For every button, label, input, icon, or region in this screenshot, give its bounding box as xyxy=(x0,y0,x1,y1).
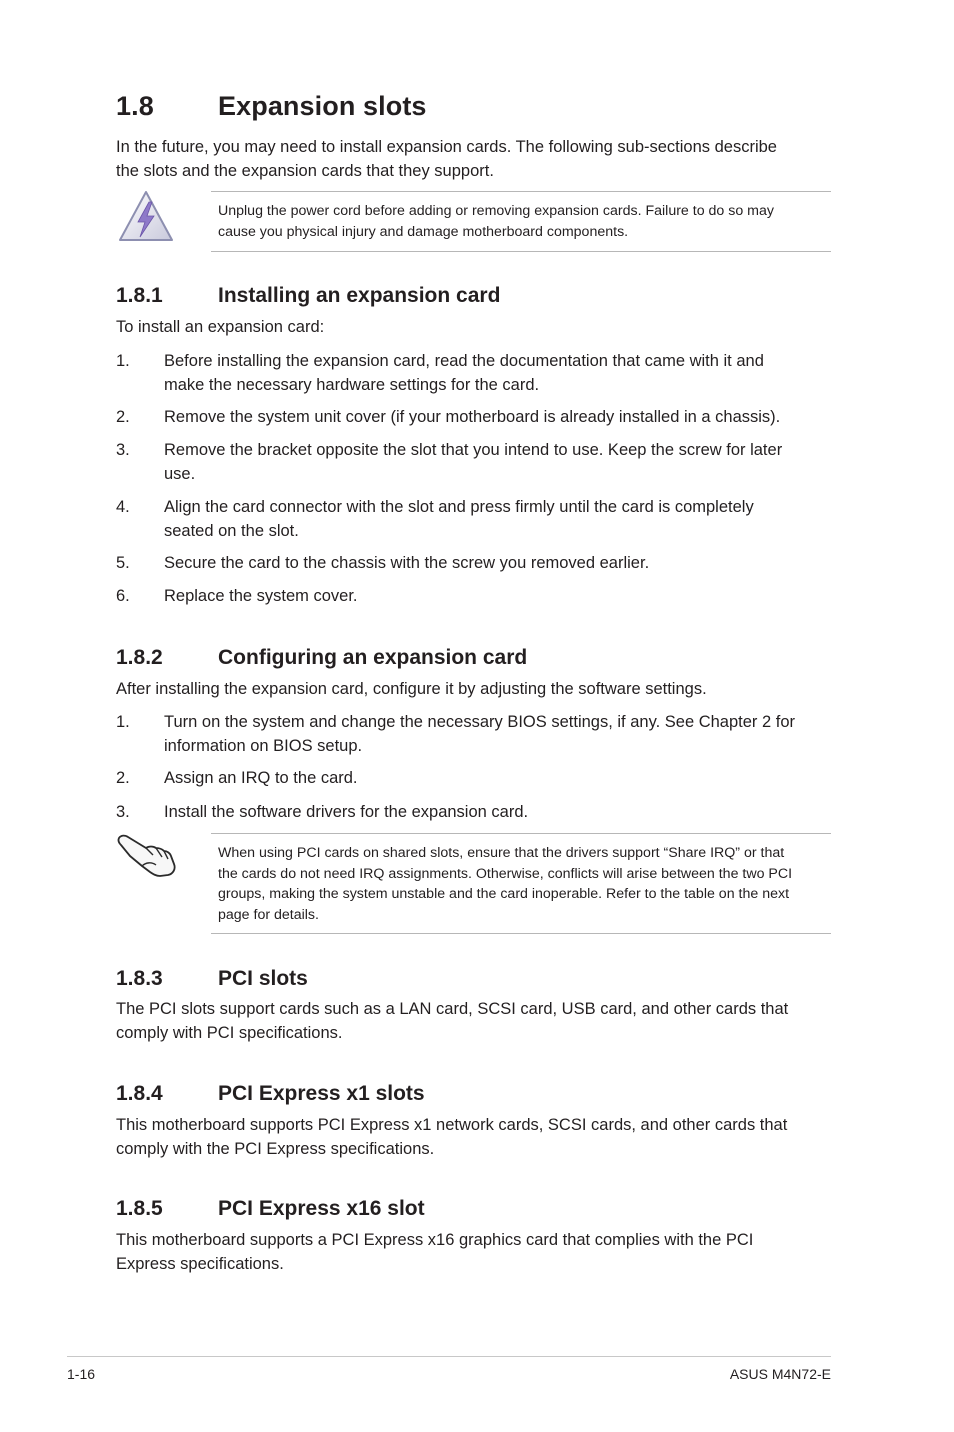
warning-line: cause you physical injury and damage motherboard components. xyxy=(218,223,629,240)
warning-lightning-icon xyxy=(116,190,174,244)
step-line: Before installing the expansion card, read the documentation that came with it and xyxy=(164,352,764,370)
step-text xyxy=(164,406,834,430)
note-line: page for details. xyxy=(218,906,319,923)
section-number: 1.8 xyxy=(116,91,154,121)
step-number: 3. xyxy=(116,803,130,821)
note-line: the cards do not need IRQ assignments. Otherwise, conflicts will arise between the two PCI xyxy=(218,865,793,882)
pointing-hand-icon xyxy=(116,832,178,878)
step-number: 2. xyxy=(116,769,130,787)
step-number: 5. xyxy=(116,554,130,572)
step-text xyxy=(164,552,834,576)
subsection-number: 1.8.2 xyxy=(116,646,163,669)
paragraph-line: comply with the PCI Express specifications. xyxy=(116,1139,435,1158)
note-top-rule xyxy=(211,833,831,834)
subsection-number: 1.8.5 xyxy=(116,1197,163,1220)
step-line: Install the software drivers for the expansion card. xyxy=(164,803,529,821)
warning-top-rule xyxy=(211,191,831,192)
step-text xyxy=(164,585,834,609)
paragraph-line: Express specifications. xyxy=(116,1254,284,1273)
section-title: Expansion slots xyxy=(218,91,427,121)
step-text xyxy=(164,767,834,791)
step-number: 3. xyxy=(116,441,130,459)
step-number: 1. xyxy=(116,352,130,370)
warning-bottom-rule xyxy=(211,251,831,252)
step-text xyxy=(164,350,834,397)
step-number: 6. xyxy=(116,587,130,605)
subsection-number: 1.8.4 xyxy=(116,1082,163,1105)
subsection-title: Installing an expansion card xyxy=(218,284,501,307)
lead-text: To install an expansion card: xyxy=(116,318,325,336)
intro-line: the slots and the expansion cards that they support. xyxy=(116,161,494,180)
warning-line: Unplug the power cord before adding or removing expansion cards. Failure to do so may xyxy=(218,203,774,219)
note-bottom-rule xyxy=(211,933,831,934)
step-number: 1. xyxy=(116,713,130,731)
subsection-title: PCI Express x16 slot xyxy=(218,1197,425,1220)
step-line: make the necessary hardware settings for the card. xyxy=(164,375,540,394)
product-name: ASUS M4N72-E xyxy=(729,1366,831,1382)
page-number: 1-16 xyxy=(67,1366,96,1382)
subsection-title: PCI Express x1 slots xyxy=(218,1082,425,1105)
paragraph xyxy=(116,1229,836,1276)
step-text xyxy=(164,439,834,486)
step-line: Remove the system unit cover (if your motherboard is already installed in a chassis). xyxy=(164,408,781,426)
step-text xyxy=(164,496,834,543)
subsection-title: PCI slots xyxy=(218,967,308,990)
step-text xyxy=(164,801,834,825)
paragraph-line: The PCI slots support cards such as a LAN card, SCSI card, USB card, and other cards that xyxy=(116,1000,789,1018)
step-line: Remove the bracket opposite the slot that you intend to use. Keep the screw for later xyxy=(164,441,783,459)
paragraph-line: This motherboard supports a PCI Express x16 graphics card that complies with the PCI xyxy=(116,1231,754,1249)
subsection-number: 1.8.1 xyxy=(116,284,163,307)
step-text xyxy=(164,711,834,758)
note-text xyxy=(218,843,838,925)
step-line: Secure the card to the chassis with the screw you removed earlier. xyxy=(164,554,650,572)
paragraph xyxy=(116,1114,836,1161)
intro-paragraph xyxy=(116,136,836,183)
step-number: 4. xyxy=(116,498,130,516)
step-line: Turn on the system and change the necessary BIOS settings, if any. See Chapter 2 for xyxy=(164,713,796,731)
note-line: When using PCI cards on shared slots, ensure that the drivers support “Share IRQ” or that xyxy=(218,845,785,861)
step-number: 2. xyxy=(116,408,130,426)
step-line: Assign an IRQ to the card. xyxy=(164,769,358,787)
warning-text xyxy=(218,201,838,242)
step-line: Replace the system cover. xyxy=(164,587,358,605)
step-line: use. xyxy=(164,464,196,483)
paragraph xyxy=(116,998,836,1045)
lead-text: After installing the expansion card, configure it by adjusting the software settings. xyxy=(116,680,707,698)
step-line: seated on the slot. xyxy=(164,521,299,540)
paragraph-line: This motherboard supports PCI Express x1 network cards, SCSI cards, and other cards that xyxy=(116,1116,788,1134)
note-line: groups, making the system unstable and the card inoperable. Refer to the table on the next xyxy=(218,886,790,902)
step-line: Align the card connector with the slot and press firmly until the card is completely xyxy=(164,498,754,516)
subsection-title: Configuring an expansion card xyxy=(218,646,528,669)
intro-line: In the future, you may need to install expansion cards. The following sub-sections describe xyxy=(116,138,777,156)
subsection-number: 1.8.3 xyxy=(116,967,163,990)
footer-rule xyxy=(67,1356,831,1357)
step-line: information on BIOS setup. xyxy=(164,736,363,755)
paragraph-line: comply with PCI specifications. xyxy=(116,1023,343,1042)
